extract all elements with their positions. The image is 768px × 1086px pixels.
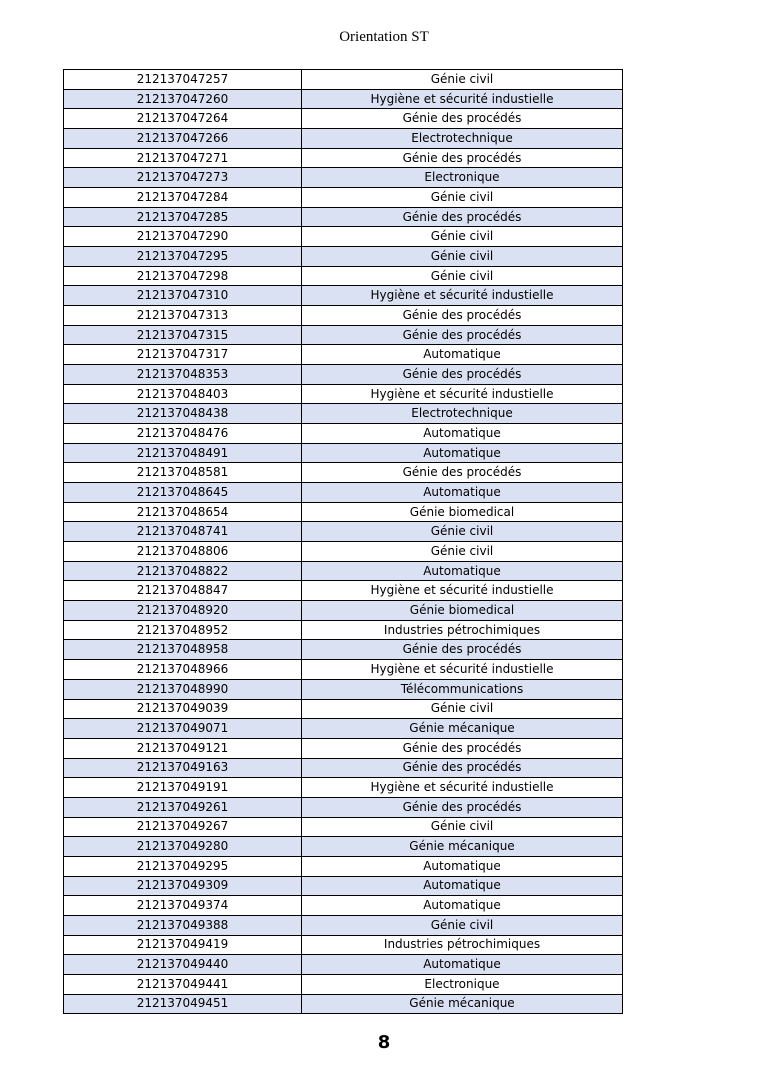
student-id-cell: 212137049440 (64, 955, 302, 975)
table-row (64, 443, 623, 463)
specialty-cell: Hygiène et sécurité industielle (302, 778, 623, 798)
table-row (64, 758, 623, 778)
specialty-cell: Industries pétrochimiques (302, 620, 623, 640)
specialty-cell: Hygiène et sécurité industielle (302, 581, 623, 601)
table-row (64, 384, 623, 404)
table-row (64, 207, 623, 227)
table-row (64, 424, 623, 444)
specialty-cell: Génie civil (302, 227, 623, 247)
specialty-cell: Génie civil (302, 915, 623, 935)
student-id-cell: 212137049374 (64, 896, 302, 916)
specialty-cell: Automatique (302, 856, 623, 876)
student-id-cell: 212137049071 (64, 719, 302, 739)
specialty-cell: Automatique (302, 955, 623, 975)
student-id-cell: 212137047257 (64, 70, 302, 90)
specialty-cell: Génie des procédés (302, 640, 623, 660)
student-id-cell: 212137047315 (64, 325, 302, 345)
table-row (64, 640, 623, 660)
student-id-cell: 212137048581 (64, 463, 302, 483)
student-id-cell: 212137049451 (64, 994, 302, 1014)
student-id-cell: 212137048645 (64, 483, 302, 503)
table-row (64, 699, 623, 719)
specialty-cell: Génie biomedical (302, 601, 623, 621)
student-id-cell: 212137047271 (64, 148, 302, 168)
student-id-cell: 212137048822 (64, 561, 302, 581)
specialty-cell: Génie mécanique (302, 994, 623, 1014)
specialty-cell: Automatique (302, 876, 623, 896)
student-id-cell: 212137047313 (64, 306, 302, 326)
specialty-cell: Automatique (302, 896, 623, 916)
specialty-cell: Génie civil (302, 266, 623, 286)
specialty-cell: Génie des procédés (302, 325, 623, 345)
table-row (64, 915, 623, 935)
table-row (64, 581, 623, 601)
table-row (64, 935, 623, 955)
specialty-cell: Génie des procédés (302, 365, 623, 385)
table-row (64, 974, 623, 994)
specialty-cell: Génie civil (302, 247, 623, 267)
student-id-cell: 212137048920 (64, 601, 302, 621)
table-row (64, 876, 623, 896)
student-id-cell: 212137048654 (64, 502, 302, 522)
student-id-cell: 212137049191 (64, 778, 302, 798)
student-id-cell: 212137048491 (64, 443, 302, 463)
table-row (64, 896, 623, 916)
student-id-cell: 212137047285 (64, 207, 302, 227)
specialty-cell: Hygiène et sécurité industielle (302, 384, 623, 404)
table-row (64, 266, 623, 286)
student-id-cell: 212137048353 (64, 365, 302, 385)
specialty-cell: Electronique (302, 974, 623, 994)
table-row (64, 463, 623, 483)
student-id-cell: 212137048741 (64, 522, 302, 542)
student-id-cell: 212137048966 (64, 660, 302, 680)
student-id-cell: 212137047264 (64, 109, 302, 129)
specialty-cell: Génie civil (302, 70, 623, 90)
student-id-cell: 212137047317 (64, 345, 302, 365)
student-id-cell: 212137049441 (64, 974, 302, 994)
table-row (64, 109, 623, 129)
student-id-cell: 212137049039 (64, 699, 302, 719)
specialty-cell: Génie civil (302, 188, 623, 208)
table-row (64, 345, 623, 365)
table-row (64, 856, 623, 876)
specialty-cell: Hygiène et sécurité industielle (302, 660, 623, 680)
table-row (64, 561, 623, 581)
specialty-cell: Génie civil (302, 699, 623, 719)
student-id-cell: 212137049261 (64, 797, 302, 817)
student-id-cell: 212137048403 (64, 384, 302, 404)
specialty-cell: Hygiène et sécurité industielle (302, 286, 623, 306)
table-row (64, 148, 623, 168)
table-row (64, 719, 623, 739)
student-id-cell: 212137048806 (64, 542, 302, 562)
table-row (64, 542, 623, 562)
student-id-cell: 212137047298 (64, 266, 302, 286)
table-row (64, 89, 623, 109)
student-id-cell: 212137049388 (64, 915, 302, 935)
student-id-cell: 212137048990 (64, 679, 302, 699)
table-row (64, 188, 623, 208)
specialty-cell: Génie mécanique (302, 837, 623, 857)
student-id-cell: 212137049419 (64, 935, 302, 955)
specialty-cell: Electrotechnique (302, 129, 623, 149)
student-id-cell: 212137048952 (64, 620, 302, 640)
student-id-cell: 212137047295 (64, 247, 302, 267)
student-id-cell: 212137049121 (64, 738, 302, 758)
specialty-cell: Automatique (302, 424, 623, 444)
specialty-cell: Génie des procédés (302, 463, 623, 483)
specialty-cell: Electrotechnique (302, 404, 623, 424)
specialty-cell: Automatique (302, 483, 623, 503)
table-row (64, 620, 623, 640)
table-row (64, 286, 623, 306)
specialty-cell: Télécommunications (302, 679, 623, 699)
table-row (64, 247, 623, 267)
page-number: 8 (377, 1032, 391, 1053)
student-id-cell: 212137048847 (64, 581, 302, 601)
table-row (64, 738, 623, 758)
specialty-cell: Electronique (302, 168, 623, 188)
table-row (64, 817, 623, 837)
specialty-cell: Génie des procédés (302, 306, 623, 326)
specialty-cell: Génie civil (302, 542, 623, 562)
student-id-cell: 212137049163 (64, 758, 302, 778)
student-id-cell: 212137048958 (64, 640, 302, 660)
student-id-cell: 212137047273 (64, 168, 302, 188)
table-row (64, 778, 623, 798)
specialty-cell: Génie mécanique (302, 719, 623, 739)
student-id-cell: 212137047266 (64, 129, 302, 149)
orientation-table (63, 69, 623, 1014)
student-id-cell: 212137047290 (64, 227, 302, 247)
table-row (64, 483, 623, 503)
table-row (64, 994, 623, 1014)
student-id-cell: 212137049280 (64, 837, 302, 857)
table-row (64, 601, 623, 621)
student-id-cell: 212137049295 (64, 856, 302, 876)
table-row (64, 365, 623, 385)
specialty-cell: Génie des procédés (302, 758, 623, 778)
specialty-cell: Génie des procédés (302, 148, 623, 168)
table-row (64, 797, 623, 817)
student-id-cell: 212137048476 (64, 424, 302, 444)
specialty-cell: Génie biomedical (302, 502, 623, 522)
specialty-cell: Génie des procédés (302, 109, 623, 129)
specialty-cell: Hygiène et sécurité industielle (302, 89, 623, 109)
student-id-cell: 212137048438 (64, 404, 302, 424)
table-row (64, 129, 623, 149)
table-row (64, 837, 623, 857)
specialty-cell: Génie des procédés (302, 207, 623, 227)
table-row (64, 306, 623, 326)
specialty-cell: Automatique (302, 443, 623, 463)
page-title: Orientation ST (339, 29, 429, 45)
specialty-cell: Industries pétrochimiques (302, 935, 623, 955)
specialty-cell: Automatique (302, 561, 623, 581)
student-id-cell: 212137047310 (64, 286, 302, 306)
specialty-cell: Génie des procédés (302, 797, 623, 817)
student-id-cell: 212137049309 (64, 876, 302, 896)
table-row (64, 227, 623, 247)
table-row (64, 70, 623, 90)
table-row (64, 325, 623, 345)
table-row (64, 660, 623, 680)
table-row (64, 522, 623, 542)
table-row (64, 679, 623, 699)
specialty-cell: Automatique (302, 345, 623, 365)
student-id-cell: 212137049267 (64, 817, 302, 837)
table-row (64, 955, 623, 975)
specialty-cell: Génie civil (302, 817, 623, 837)
table-row (64, 404, 623, 424)
student-id-cell: 212137047260 (64, 89, 302, 109)
specialty-cell: Génie des procédés (302, 738, 623, 758)
student-id-cell: 212137047284 (64, 188, 302, 208)
table-body (64, 70, 623, 1014)
table-row (64, 168, 623, 188)
table-row (64, 502, 623, 522)
specialty-cell: Génie civil (302, 522, 623, 542)
